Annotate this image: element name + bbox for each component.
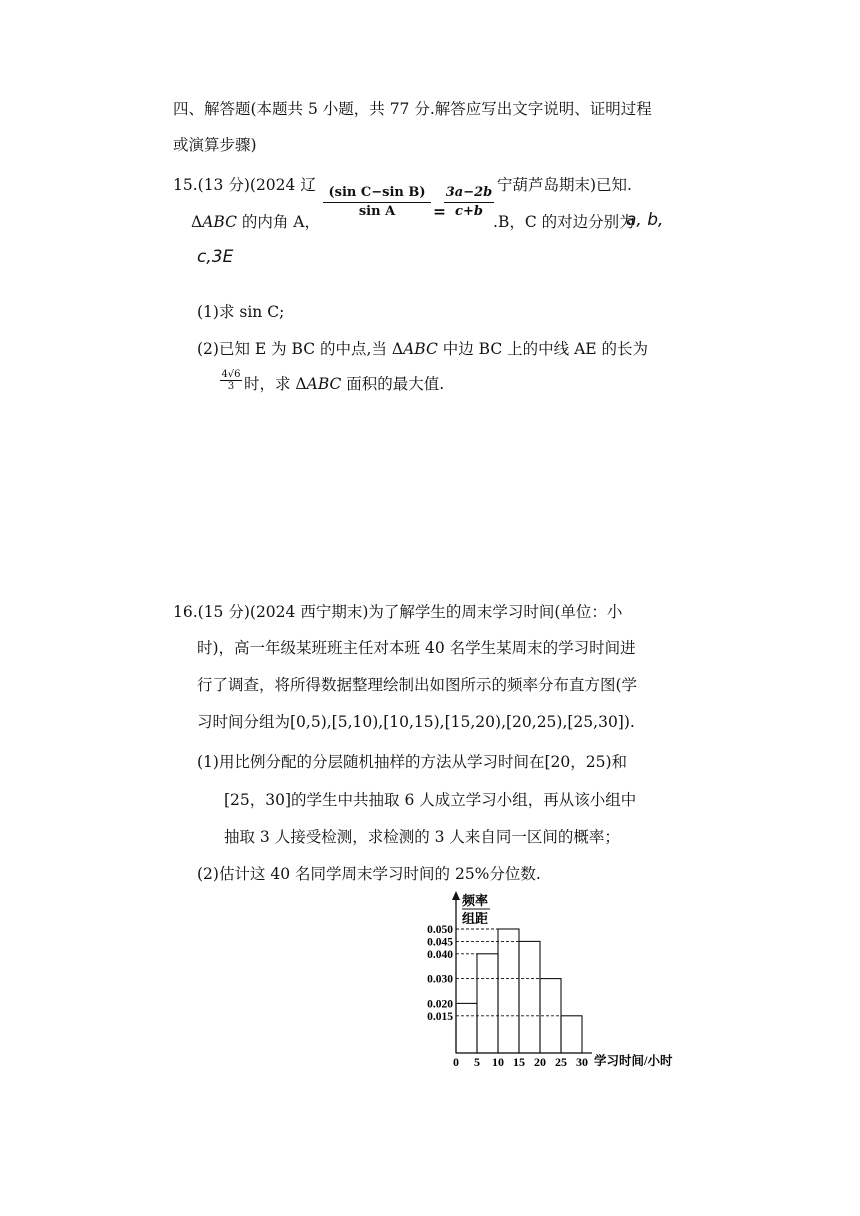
y-axis-label-numerator: 频率 — [462, 893, 489, 908]
q15-line2-text: 的内角 A， — [241, 213, 320, 231]
x-axis-label: 学习时间/小时 — [594, 1054, 673, 1068]
y-axis-label-denominator: 组距 — [462, 911, 489, 926]
y-tick-label: 0.030 — [427, 973, 453, 986]
x-tick-label: 10 — [492, 1055, 504, 1069]
x-tick-label: 15 — [513, 1055, 525, 1069]
fraction-bar — [444, 202, 494, 203]
q15-part1: (1)求 sin C; — [197, 303, 285, 321]
q15-head-b: 宁葫芦岛期末)已知. — [497, 176, 632, 194]
part2-text-b: 中边 BC 上的中线 AE 的长为 — [442, 340, 649, 358]
q16-line1: 16.(15 分)(2024 西宁期末)为了解学生的周末学习时间(单位：小 — [173, 603, 623, 621]
q15-head-a: 15.(13 分)(2024 辽 — [173, 176, 316, 194]
abc-label: ABC — [306, 375, 342, 393]
histogram-bar — [456, 1003, 477, 1053]
q16-line4: 习时间分组为[0,5),[5,10),[10,15),[15,20),[20,25),[25,30]). — [197, 713, 635, 731]
histogram-bar — [519, 941, 540, 1053]
abc-label: ABC — [202, 213, 237, 231]
q15-line3: c,3E — [197, 247, 234, 267]
part2-text-d: 面积的最大值. — [346, 375, 445, 393]
section-title-line1: 四、解答题(本题共 5 小题，共 77 分.解答应写出文字说明、证明过程 — [173, 100, 652, 118]
abc-label: ABC — [403, 340, 438, 358]
y-tick-label: 0.045 — [427, 936, 453, 949]
x-tick-label: 20 — [534, 1055, 546, 1069]
x-tick-label: 30 — [576, 1055, 588, 1069]
q15-line2-d: a, b, — [626, 210, 664, 230]
q15-frac-left — [323, 185, 431, 220]
frac-right-denominator: c+b — [455, 204, 483, 219]
q16-part1-line3: 抽取 3 人接受检测，求检测的 3 人来自同一区间的概率； — [224, 828, 620, 846]
q15-frac-tail: . — [493, 213, 498, 231]
q16-part1-line2: [25，30]的学生中共抽取 6 人成立学习小组，再从该小组中 — [224, 791, 637, 809]
q16-part1-line1: (1)用比例分配的分层随机抽样的方法从学习时间在[20，25)和 — [197, 753, 627, 771]
histogram-bar — [498, 929, 519, 1053]
frac-left-denominator: sin A — [358, 204, 396, 219]
q15-part2-line1 — [197, 339, 648, 359]
q16-line3: 行了调查，将所得数据整理绘制出如图所示的频率分布直方图(学 — [197, 676, 638, 694]
frac-numerator: 4√6 — [221, 369, 241, 380]
q16-line2: 时)，高一年级某班班主任对本班 40 名学生某周末的学习时间进 — [197, 639, 636, 657]
q15-frac-right — [444, 185, 494, 220]
q15-line2 — [191, 212, 320, 232]
frac-denominator: 3 — [227, 381, 235, 392]
frac-left-numerator: (sin C−sin B) — [328, 185, 426, 200]
section-title-line2: 或演算步骤) — [173, 136, 257, 154]
triangle-symbol: Δ — [191, 213, 203, 231]
q15-part2-fraction — [220, 369, 242, 392]
y-tick-label: 0.050 — [427, 924, 453, 936]
x-tick-label: 0 — [453, 1055, 459, 1069]
fraction-bar — [323, 202, 431, 203]
frac-right-numerator: 3a−2b — [445, 185, 493, 200]
y-tick-label: 0.040 — [427, 948, 453, 961]
q15-part2-line2 — [244, 374, 444, 394]
part2-text-c: 时，求 Δ — [244, 375, 307, 393]
y-tick-label: 0.015 — [427, 1010, 453, 1023]
histogram-bar — [477, 954, 498, 1053]
part2-text-a: (2)已知 E 为 BC 的中点,当 Δ — [197, 340, 404, 358]
y-tick-label: 0.020 — [427, 998, 453, 1011]
q15-line2-c: B，C 的对边分别为 — [498, 213, 635, 231]
q15-equals: = — [433, 202, 446, 221]
y-axis-arrow — [452, 891, 460, 900]
x-tick-label: 5 — [474, 1055, 480, 1069]
q16-part2: (2)估计这 40 名同学周末学习时间的 25%分位数. — [197, 865, 541, 883]
histogram-bar — [561, 1016, 582, 1053]
frequency-histogram — [400, 885, 720, 1075]
x-tick-label: 25 — [555, 1055, 567, 1069]
